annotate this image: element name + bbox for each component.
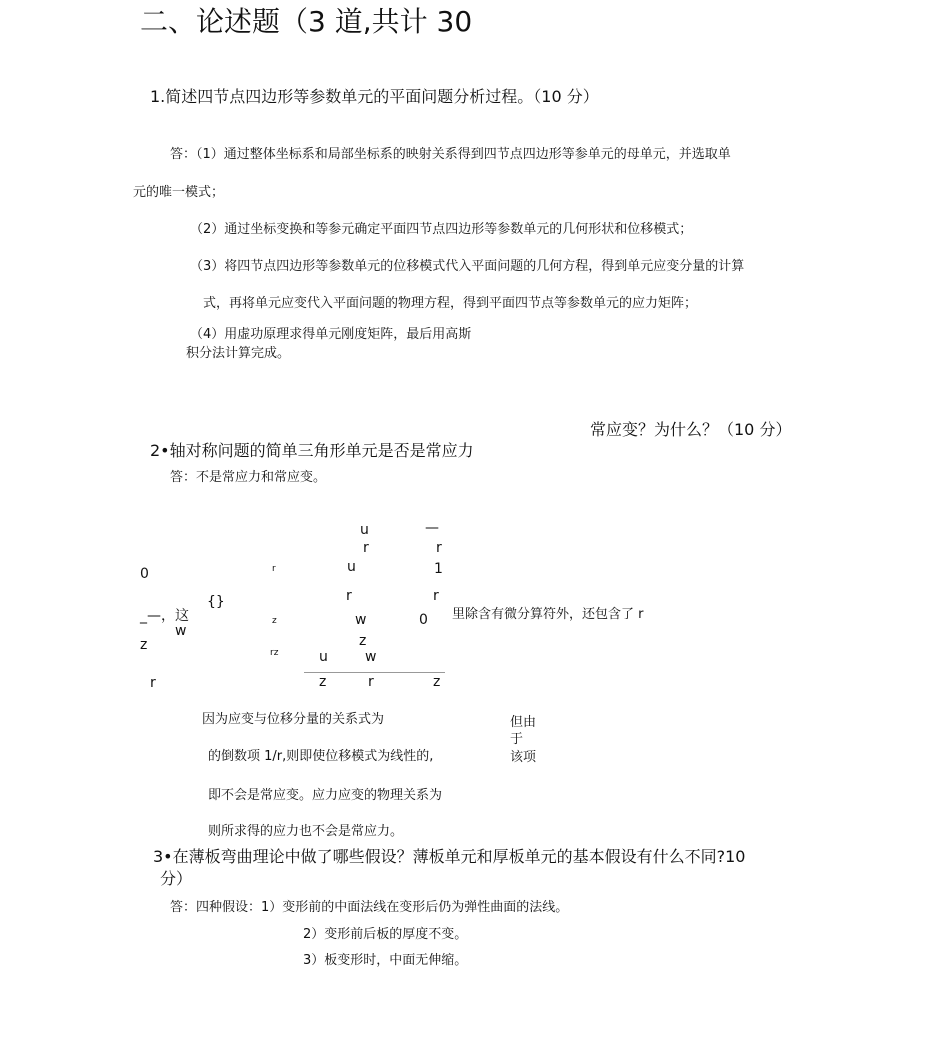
q2-side-text: 里除含有微分算符外，还包含了 r (452, 607, 644, 622)
formula-z-left: z (140, 637, 148, 653)
formula-u-mid: u (347, 559, 356, 575)
q2-answer: 答：不是常应力和常应变。 (170, 470, 327, 485)
q2-paragraph-4: 则所求得的应力也不会是常应力。 (208, 824, 404, 839)
question-3-line-2: 分） (160, 869, 193, 888)
q1-step-4-line-1: （4）用虚功原理求得单元刚度矩阵，最后用高斯 (190, 327, 472, 342)
q2-paragraph-2: 的倒数项 1/r,则即使位移模式为线性的, (208, 749, 434, 764)
q1-step-3-line-2: 式，再将单元应变代入平面问题的物理方程，得到平面四节点等参数单元的应力矩阵； (203, 296, 698, 311)
question-1: 1.简述四节点四边形等参数单元的平面问题分析过程。（10 分） (150, 87, 599, 106)
formula-clipped-row (300, 673, 450, 687)
formula-u-top: u (360, 522, 369, 538)
q3-answer-3: 3）板变形时，中面无伸缩。 (303, 953, 468, 968)
formula-z-bottom-1: z (319, 674, 327, 687)
question-2-left-part: 2•轴对称问题的简单三角形单元是否是常应力 (150, 441, 474, 460)
question-2-right-part: 常应变？为什么？（10 分） (590, 420, 792, 439)
q2-right-fragment-1: 但由 (510, 715, 537, 730)
q2-right-fragment-2: 于 (510, 732, 524, 747)
formula-w-left: w (175, 623, 187, 639)
formula-u-bottom: u (319, 649, 328, 665)
formula-z-bottom-2: z (433, 674, 441, 687)
q1-step-4-line-2: 积分法计算完成。 (186, 346, 291, 361)
q3-answer-2: 2）变形前后板的厚度不变。 (303, 927, 468, 942)
q1-step-3-line-1: （3）将四节点四边形等参数单元的位移模式代入平面问题的几何方程，得到单元应变分量的计算 (190, 259, 745, 274)
formula-r-mid-1: r (346, 588, 352, 604)
formula-braces: {} (207, 594, 225, 610)
question-3-line-1: 3•在薄板弯曲理论中做了哪些假设？薄板单元和厚板单元的基本假设有什么不同?10 (153, 847, 746, 866)
formula-r-top-1: r (363, 540, 369, 556)
formula-zero-left: 0 (140, 566, 149, 582)
formula-r-top-2: r (436, 540, 442, 556)
formula-r-mid-2: r (433, 588, 439, 604)
formula-w-bottom: w (365, 649, 377, 665)
formula-subscript-z: z (272, 616, 277, 626)
formula-bar-top: — (425, 520, 439, 536)
q3-answer-1: 答：四种假设：1）变形前的中面法线在变形后仍为弹性曲面的法线。 (170, 900, 569, 915)
formula-r-left: r (150, 675, 156, 691)
section-title: 二、论述题（3 道,共计 30 (140, 5, 473, 38)
q2-paragraph-1: 因为应变与位移分量的关系式为 (202, 712, 385, 727)
formula-w-mid: w (355, 612, 367, 628)
q1-answer-line-1: 答：（1）通过整体坐标系和局部坐标系的映射关系得到四节点四边形等参单元的母单元，并选取单 (170, 147, 731, 162)
formula-subscript-r: r (272, 564, 276, 574)
q1-step-2: （2）通过坐标变换和等参元确定平面四节点四边形等参数单元的几何形状和位移模式； (190, 222, 693, 237)
formula-one: 1 (434, 561, 443, 577)
q2-paragraph-3: 即不会是常应变。应力应变的物理关系为 (208, 788, 443, 803)
formula-subscript-rz: rz (270, 648, 279, 658)
formula-z-mid: z (359, 633, 367, 649)
q2-right-fragment-3: 该项 (510, 750, 537, 765)
formula-dash-this: _—，这 (140, 608, 189, 624)
formula-r-bottom: r (368, 674, 374, 687)
formula-zero-mid: 0 (419, 612, 428, 628)
q1-answer-line-2: 元的唯一模式； (133, 185, 225, 200)
